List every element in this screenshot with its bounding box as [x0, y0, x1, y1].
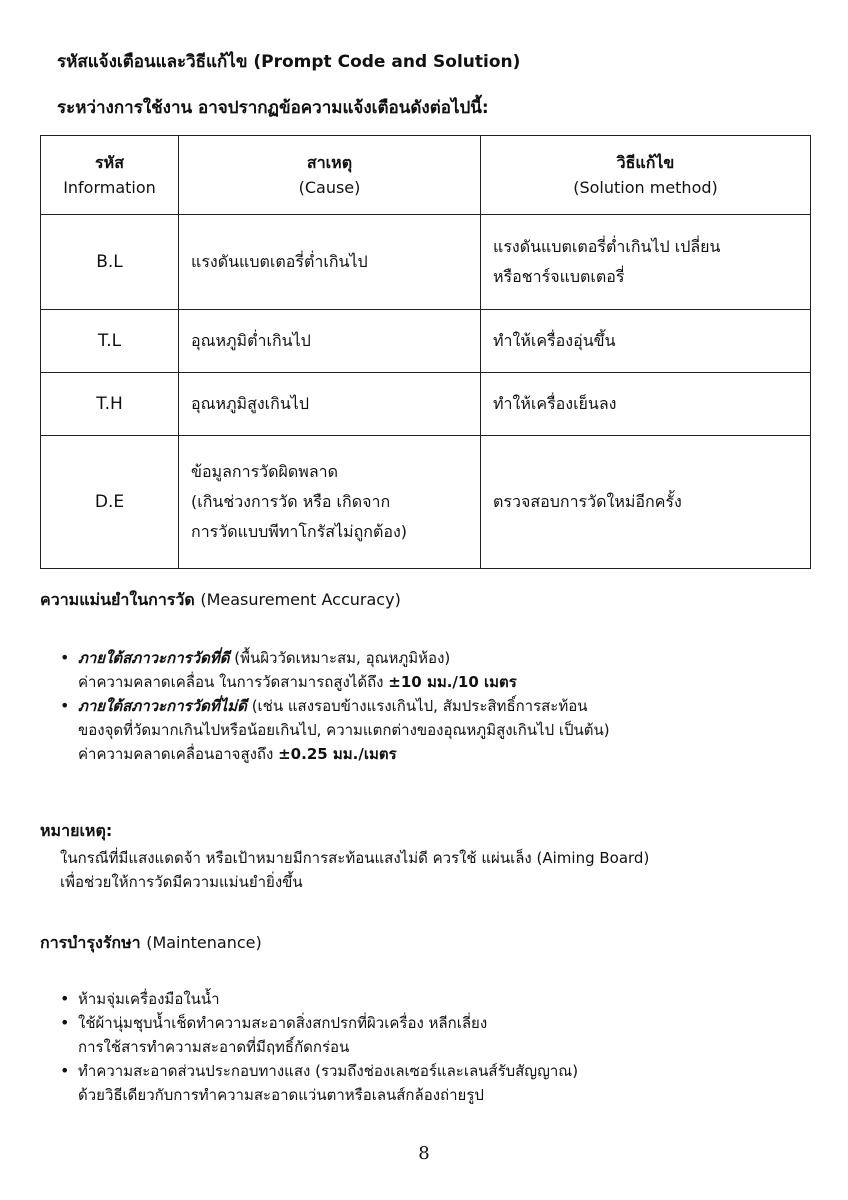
- list-item-continuation: การใช้สารทำความสะอาดที่มีฤทธิ์กัดกร่อน: [78, 1038, 350, 1056]
- list-item: • ภายใต้สภาวะการวัดที่ดี (พื้นผิววัดเหมาะสม, อุณหภูมิห้อง): [60, 646, 610, 670]
- solution-cell: ทำให้เครื่องเย็นลง: [481, 373, 811, 436]
- list-item: • ห้ามจุ่มเครื่องมือในน้ำ: [60, 987, 578, 1011]
- table-row: [41, 215, 811, 310]
- list-item-continuation: ค่าความคลาดเคลื่อน ในการวัดสามารถสูงได้ถึง ±10 มม./10 เมตร: [78, 673, 517, 691]
- code-cell: T.L: [41, 310, 179, 373]
- code-cell: T.H: [41, 373, 179, 436]
- cause-cell: อุณหภูมิต่ำเกินไป: [179, 310, 481, 373]
- cause-cell: อุณหภูมิสูงเกินไป: [179, 373, 481, 436]
- note-line: ในกรณีที่มีแสงแดดจ้า หรือเป้าหมายมีการสะท้อนแสงไม่ดี ควรใช้ แผ่นเล็ง (Aiming Board): [60, 849, 650, 867]
- table-header-row: [41, 136, 811, 215]
- cause-cell: ข้อมูลการวัดผิดพลาด (เกินช่วงการวัด หรือ เกิดจาก การวัดแบบพีทาโกรัสไม่ถูกต้อง): [179, 436, 481, 569]
- note-body: [60, 846, 649, 894]
- table-row: [41, 310, 811, 373]
- list-item: • ภายใต้สภาวะการวัดที่ไม่ดี (เช่น แสงรอบข้างแรงเกินไป, สัมประสิทธิ์การสะท้อน: [60, 694, 610, 718]
- table-row: [41, 436, 811, 569]
- header-cause: สาเหตุ (Cause): [179, 136, 481, 215]
- section-title: รหัสแจ้งเตือนและวิธีแก้ไข (Prompt Code and Solution): [57, 52, 521, 72]
- page-number: 8: [418, 1143, 430, 1164]
- header-code: รหัส Information: [41, 136, 179, 215]
- table-row: [41, 373, 811, 436]
- note-heading: หมายเหตุ:: [40, 821, 113, 840]
- maintenance-heading: การบำรุงรักษา (Maintenance): [40, 933, 262, 952]
- solution-cell: แรงดันแบตเตอรี่ต่ำเกินไป เปลี่ยน หรือชาร์จแบตเตอรี่: [481, 215, 811, 310]
- list-item: • ทำความสะอาดส่วนประกอบทางแสง (รวมถึงช่องเลเซอร์และเลนส์รับสัญญาณ): [60, 1059, 578, 1083]
- list-item-continuation: ด้วยวิธีเดียวกับการทำความสะอาดแว่นตาหรือเลนส์กล้องถ่ายรูป: [78, 1086, 484, 1104]
- maintenance-list: [60, 987, 578, 1107]
- note-line: เพื่อช่วยให้การวัดมีความแม่นยำยิ่งขึ้น: [60, 873, 303, 891]
- accuracy-list: [60, 646, 610, 766]
- solution-cell: ตรวจสอบการวัดใหม่อีกครั้ง: [481, 436, 811, 569]
- list-item-continuation: ของจุดที่วัดมากเกินไปหรือน้อยเกินไป, ความแตกต่างของอุณหภูมิสูงเกินไป เป็นต้น): [78, 721, 610, 739]
- solution-cell: ทำให้เครื่องอุ่นขึ้น: [481, 310, 811, 373]
- intro-text: ระหว่างการใช้งาน อาจปรากฏข้อความแจ้งเตือนดังต่อไปนี้:: [57, 98, 489, 118]
- list-item-continuation: ค่าความคลาดเคลื่อนอาจสูงถึง ±0.25 มม./เมตร: [78, 745, 397, 763]
- accuracy-heading: ความแม่นยำในการวัด (Measurement Accuracy): [40, 590, 401, 609]
- code-cell: B.L: [41, 215, 179, 310]
- list-item: • ใช้ผ้านุ่มชุบน้ำเช็ดทำความสะอาดสิ่งสกปรกที่ผิวเครื่อง หลีกเลี่ยง: [60, 1011, 578, 1035]
- prompt-code-table: [40, 135, 811, 569]
- code-cell: D.E: [41, 436, 179, 569]
- cause-cell: แรงดันแบตเตอรี่ต่ำเกินไป: [179, 215, 481, 310]
- header-solution: วิธีแก้ไข (Solution method): [481, 136, 811, 215]
